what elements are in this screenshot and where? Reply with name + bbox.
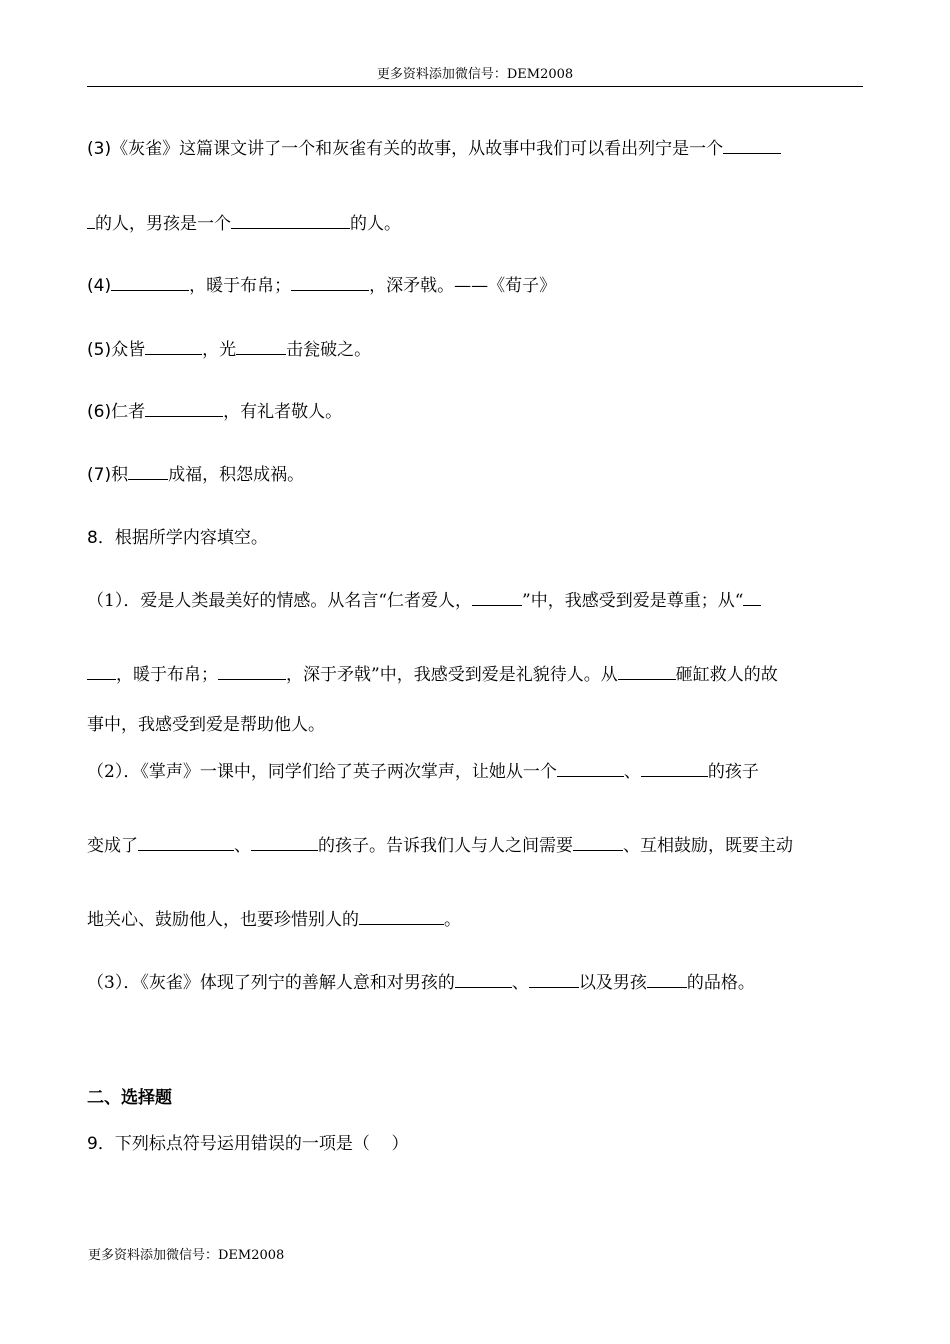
answer-blank[interactable]: [723, 138, 781, 154]
part-3-text: 《灰雀》体现了列宁的善解人意和对男孩的: [140, 973, 455, 993]
question-5: [87, 339, 371, 361]
answer-blank[interactable]: [138, 835, 234, 851]
part-2-text: 《掌声》一课中，同学们给了英子两次掌声，让她从一个: [140, 762, 557, 782]
part-3-text: 以及男孩: [578, 973, 647, 993]
question-5-text-b: ，光: [202, 340, 237, 360]
answer-blank[interactable]: [529, 972, 579, 988]
part-2-text: 地关心、鼓励他人，也要珍惜别人的: [87, 910, 359, 930]
question-5-text-c: 击瓮破之。: [286, 340, 372, 360]
answer-blank[interactable]: [359, 909, 444, 925]
part-2-text: 。: [444, 910, 461, 930]
answer-blank[interactable]: [641, 761, 708, 777]
answer-blank[interactable]: [87, 213, 95, 229]
question-5-number: (5): [87, 340, 112, 360]
question-8-part-1-line-3: [87, 714, 325, 736]
question-8-part-2-line-2: [87, 835, 793, 857]
question-3-line-1: [87, 138, 781, 160]
answer-blank[interactable]: [455, 972, 512, 988]
answer-blank[interactable]: [743, 590, 761, 606]
part-1-text: 事中，我感受到爱是帮助他人。: [87, 715, 325, 735]
question-7-number: (7): [87, 465, 112, 485]
part-2-text: 、互相鼓励，既要主动: [623, 836, 793, 856]
question-4-text-a: ，暖于布帛；: [189, 276, 292, 296]
part-2-text: 变成了: [87, 836, 138, 856]
question-8-title-text: ．根据所学内容填空。: [97, 528, 268, 548]
part-3-text: 、: [511, 973, 529, 993]
question-9-text: ．下列标点符号运用错误的一项是（ ）: [97, 1134, 409, 1154]
answer-blank[interactable]: [87, 664, 116, 680]
part-1-text: 砸缸救人的故: [675, 665, 778, 685]
part-2-text: 的孩子。告诉我们人与人之间需要: [318, 836, 573, 856]
question-3-text-a: 《灰雀》这篇课文讲了一个和灰雀有关的故事，从故事中我们可以看出列宁是一个: [111, 139, 724, 159]
question-7: [87, 464, 304, 486]
answer-blank[interactable]: [472, 590, 522, 606]
question-4-number: (4): [87, 276, 112, 296]
answer-blank[interactable]: [251, 835, 318, 851]
question-3-line-2: [87, 213, 401, 235]
question-8-part-2-line-3: [87, 909, 461, 931]
part-3-text: 的品格。: [686, 973, 755, 993]
answer-blank[interactable]: [145, 401, 223, 417]
question-8-title: [87, 527, 268, 549]
part-2-number: （2）．: [87, 762, 141, 782]
part-2-text: 、: [623, 762, 641, 782]
question-4-text-b: ，深矛戟。——《荀子》: [369, 276, 557, 296]
question-9-number: 9: [87, 1134, 98, 1154]
part-3-number: （3）．: [87, 973, 141, 993]
answer-blank[interactable]: [647, 972, 687, 988]
question-5-text-a: 众皆: [111, 340, 146, 360]
part-1-text: ”中，我感受到爱是尊重；从“: [522, 591, 744, 611]
question-3-text-c: 的人。: [350, 214, 401, 234]
answer-blank[interactable]: [128, 464, 168, 480]
question-8-part-1-line-1: [87, 590, 761, 612]
page-header: 更多资料添加微信号：DEM2008: [87, 68, 863, 87]
question-3-text-b: 的人，男孩是一个: [95, 214, 231, 234]
question-4: [87, 275, 556, 297]
part-2-text: 、: [234, 836, 251, 856]
question-6-text-b: ，有礼者敬人。: [223, 402, 343, 422]
question-8-number: 8: [87, 528, 98, 548]
answer-blank[interactable]: [291, 275, 369, 291]
question-6-text-a: 仁者: [111, 402, 146, 422]
question-9: [87, 1133, 408, 1155]
answer-blank[interactable]: [231, 213, 350, 229]
answer-blank[interactable]: [618, 664, 676, 680]
question-7-text-b: 成福，积怨成祸。: [168, 465, 305, 485]
question-8-part-2-line-1: [87, 761, 759, 783]
part-1-text: ，暖于布帛；: [116, 665, 218, 685]
page-footer: 更多资料添加微信号：DEM2008: [88, 1248, 285, 1263]
part-2-text: 的孩子: [707, 762, 759, 782]
section-heading-choice: 二、选择题: [87, 1088, 172, 1108]
question-8-part-1-line-2: [87, 664, 778, 686]
question-3-number: (3): [87, 139, 112, 159]
answer-blank[interactable]: [145, 339, 202, 355]
answer-blank[interactable]: [218, 664, 286, 680]
answer-blank[interactable]: [573, 835, 623, 851]
question-6: [87, 401, 342, 423]
answer-blank[interactable]: [557, 761, 624, 777]
question-6-number: (6): [87, 402, 112, 422]
part-1-text: ，深于矛戟”中，我感受到爱是礼貌待人。从: [286, 665, 618, 685]
question-7-text-a: 积: [111, 465, 129, 485]
answer-blank[interactable]: [111, 275, 189, 291]
part-1-text: 爱是人类最美好的情感。从名言“仁者爱人，: [140, 591, 473, 611]
part-1-number: （1）．: [87, 591, 141, 611]
answer-blank[interactable]: [236, 339, 286, 355]
question-8-part-3: [87, 972, 755, 994]
